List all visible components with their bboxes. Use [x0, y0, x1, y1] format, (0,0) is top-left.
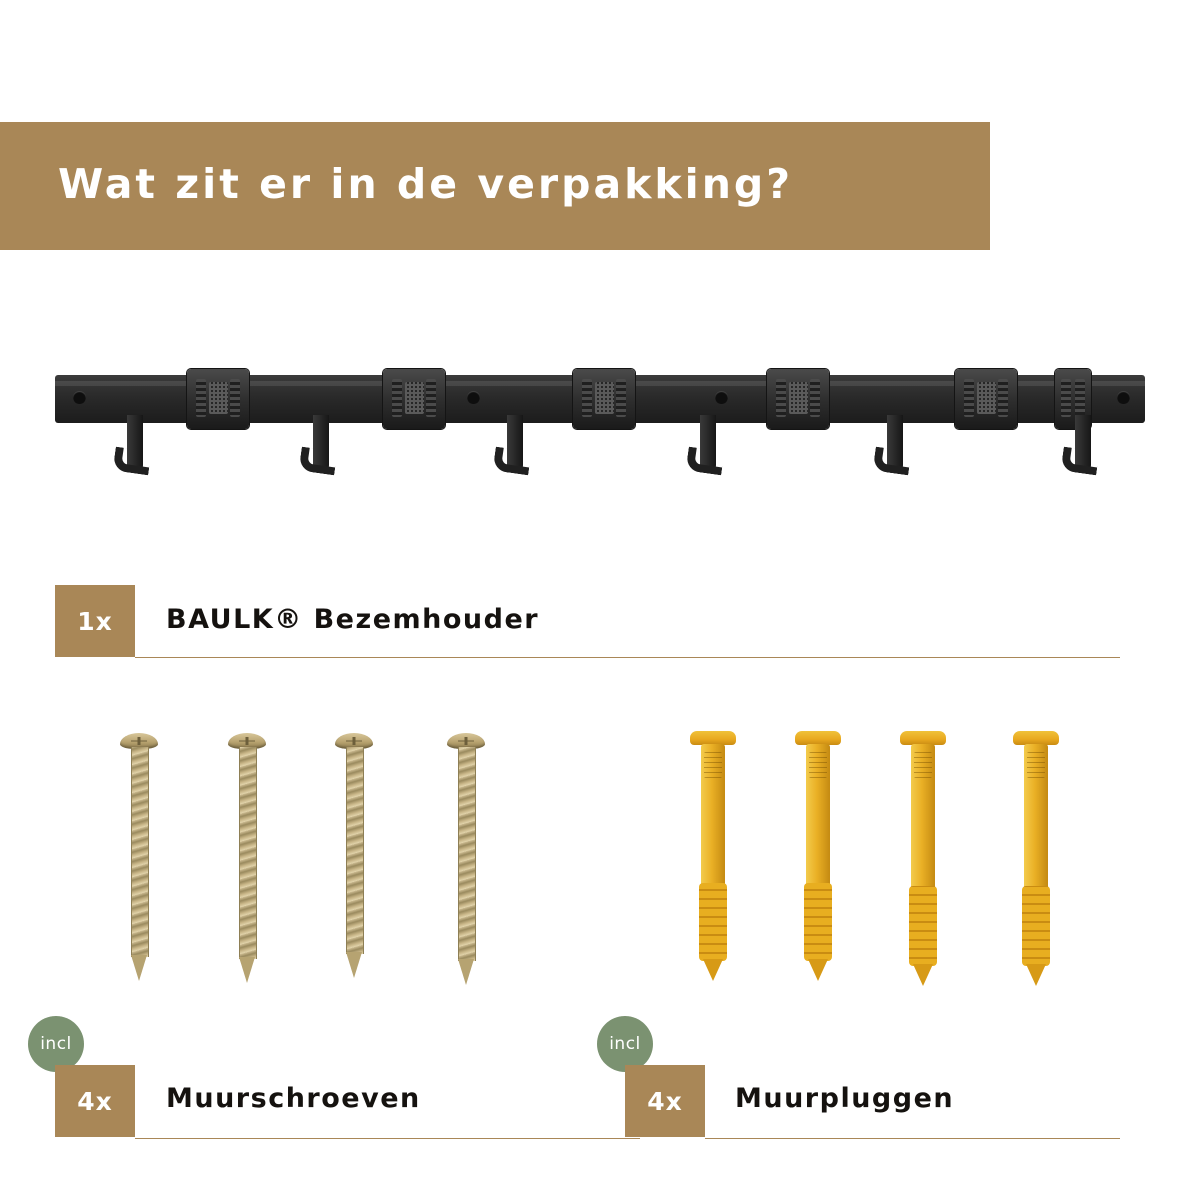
- screw-tip: [131, 955, 147, 981]
- included-badge-screws: incl: [28, 1016, 84, 1072]
- plug-markings: [914, 752, 932, 778]
- item-divider-holder: [135, 657, 1120, 658]
- screw-tip: [239, 957, 255, 983]
- screw-shank: [131, 747, 149, 957]
- clip-jaw-right: [230, 379, 240, 417]
- item-divider-screws: [135, 1138, 640, 1139]
- screw-shank: [346, 747, 364, 954]
- plug-collar: [900, 731, 946, 745]
- clip-grip-pad: [977, 382, 996, 414]
- item-count-badge-holder: 1x: [55, 585, 135, 657]
- screw-shank: [239, 747, 257, 959]
- rail-screw-hole: [467, 391, 480, 404]
- clip-jaw-right: [810, 379, 820, 417]
- item-label-screws: Muurschroeven: [166, 1083, 421, 1114]
- clip-grip-pad: [789, 382, 808, 414]
- plug-tip: [1026, 964, 1046, 986]
- plug-tip: [703, 959, 723, 981]
- plug-fins: [1022, 886, 1050, 966]
- item-count-badge-screws: 4x: [55, 1065, 135, 1137]
- item-label-holder: BAULK® Bezemhouder: [166, 604, 540, 635]
- plug-body: [701, 744, 725, 889]
- rail-hook: [700, 415, 716, 473]
- clip-jaw-left: [196, 379, 206, 417]
- plug-tip: [913, 964, 933, 986]
- item-divider-plugs: [705, 1138, 1120, 1139]
- clip-grip-pad: [595, 382, 614, 414]
- plug-fins: [699, 883, 727, 961]
- clip-jaw-left: [964, 379, 974, 417]
- rail-hook: [127, 415, 143, 473]
- plug-body: [806, 744, 830, 889]
- rail-hook: [1075, 415, 1091, 473]
- broom-holder-rail-illustration: [55, 360, 1145, 480]
- clip-jaw-left: [1061, 379, 1071, 417]
- included-badge-plugs: incl: [597, 1016, 653, 1072]
- rail-clip: [573, 369, 635, 429]
- clip-jaw-right: [616, 379, 626, 417]
- rail-clip: [187, 369, 249, 429]
- screw-tip: [458, 959, 474, 985]
- plug-body: [911, 744, 935, 892]
- clip-jaw-left: [392, 379, 402, 417]
- plug-markings: [809, 752, 827, 778]
- rail-hook: [507, 415, 523, 473]
- clip-jaw-right: [1075, 379, 1085, 417]
- rail-hook: [887, 415, 903, 473]
- plug-collar: [1013, 731, 1059, 745]
- rail-clip: [767, 369, 829, 429]
- clip-jaw-right: [998, 379, 1008, 417]
- clip-grip-pad: [209, 382, 228, 414]
- rail-clip: [383, 369, 445, 429]
- clip-jaw-left: [582, 379, 592, 417]
- plug-tip: [808, 959, 828, 981]
- rail-screw-hole: [1117, 391, 1130, 404]
- plug-collar: [795, 731, 841, 745]
- plug-markings: [1027, 752, 1045, 778]
- plug-collar: [690, 731, 736, 745]
- rail-clip: [955, 369, 1017, 429]
- page-title: Wat zit er in de verpakking?: [58, 160, 794, 208]
- clip-jaw-left: [776, 379, 786, 417]
- plug-body: [1024, 744, 1048, 892]
- plug-fins: [804, 883, 832, 961]
- plug-fins: [909, 886, 937, 966]
- clip-jaw-right: [426, 379, 436, 417]
- screw-shank: [458, 747, 476, 961]
- rail-hook: [313, 415, 329, 473]
- rail-screw-hole: [73, 391, 86, 404]
- item-label-plugs: Muurpluggen: [735, 1083, 955, 1114]
- plug-markings: [704, 752, 722, 778]
- rail-screw-hole: [715, 391, 728, 404]
- clip-grip-pad: [405, 382, 424, 414]
- screw-tip: [346, 952, 362, 978]
- item-count-badge-plugs: 4x: [625, 1065, 705, 1137]
